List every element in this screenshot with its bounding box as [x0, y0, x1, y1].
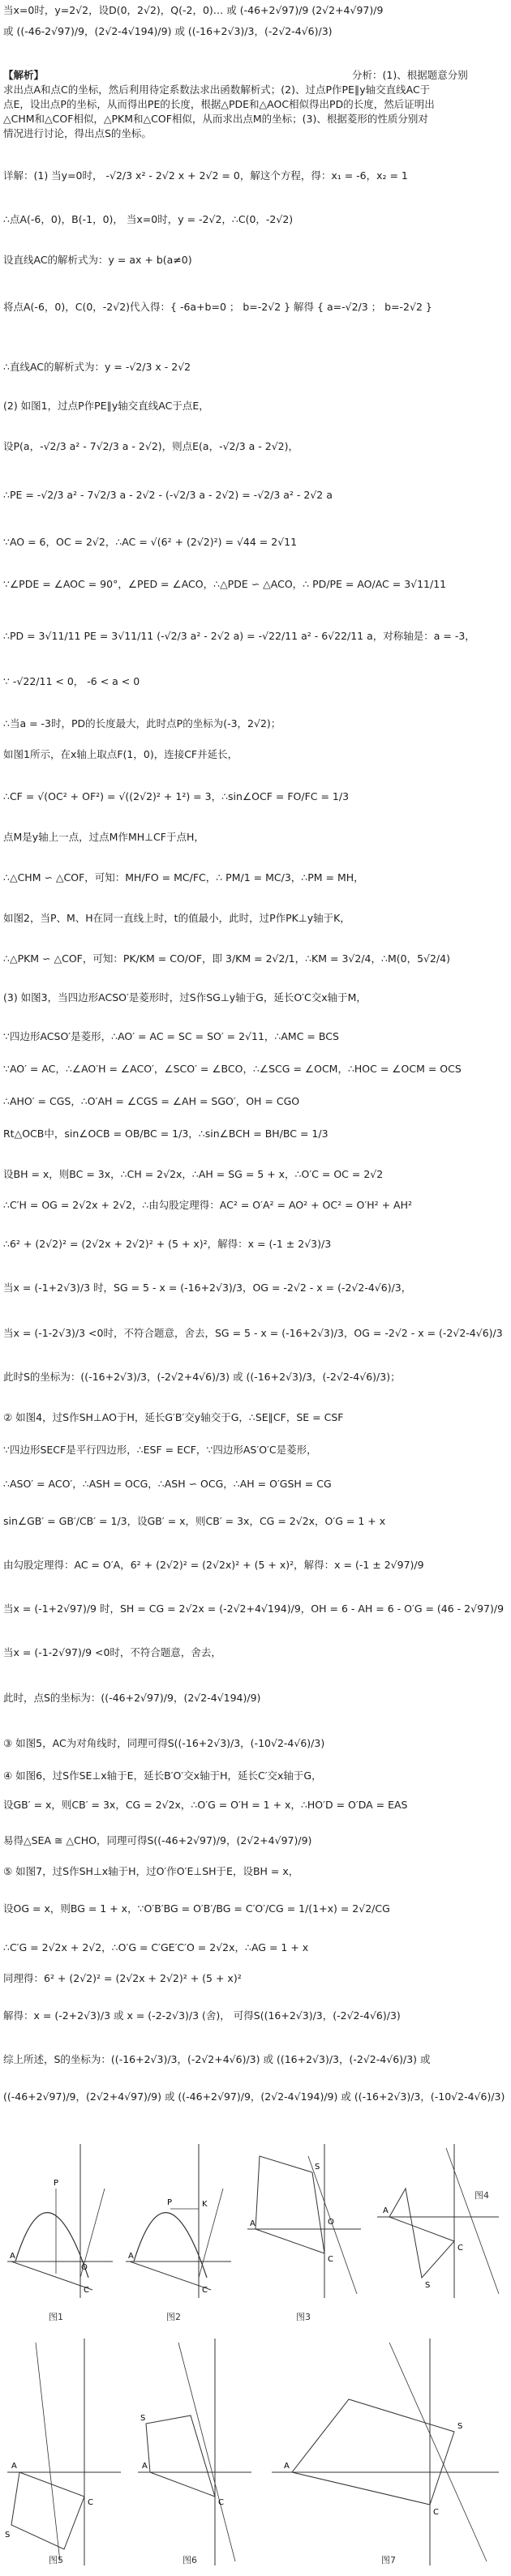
solution-line-14: 如图1所示，在x轴上取点F(1，0)，连接CF并延长，: [3, 748, 238, 760]
parabola: [15, 2213, 88, 2278]
figure-6: [134, 2334, 256, 2570]
figure-4-caption: 图4: [474, 2190, 489, 2201]
solution-line-24: Rt△OCB中，sin∠OCB = OB/BC = 1/3，∴sin∠BCH = BH/BC = 1/3: [3, 1128, 328, 1140]
label-s: S: [5, 2531, 11, 2540]
solution-line-9: ∵AO = 6，OC = 2√2，∴AC = √(6² + (2√2)²) = √44 = 2√11: [3, 536, 298, 548]
solution-line-39: ③ 如图5，AC为对角线时，同理可得S((-16+2√3)/3，(-10√2-4√6)/3): [3, 1737, 325, 1749]
header-line-2: 或 ((-46-2√97)/9，(2√2-4√194)/9) 或 ((-16+2√3)/3，(-2√2-4√6)/3): [3, 25, 333, 37]
label-a: A: [284, 2462, 290, 2471]
label-a: A: [11, 2462, 17, 2471]
solution-line-47: 解得：x = (-2+2√3)/3 或 x = (-2-2√3)/3 (舍)， 可得S((16+2√3)/3，(-2√2-4√6)/3): [3, 2009, 401, 2022]
solution-line-29: 当x = (-1-2√3)/3 <0时，不符合题意，舍去，SG = 5 - x = (-16+2√3)/3，OG = -2√2 - x = (-2√2-4√6)/3: [3, 1327, 503, 1339]
label-a: A: [250, 2219, 256, 2228]
analysis-body-4: 情况进行讨论，得出点S的坐标。: [3, 127, 152, 139]
solution-line-23: ∴AHO′ = CGS，∴O′AH = ∠CGS = ∠AH = SGO′，OH = CGO: [3, 1095, 300, 1107]
label-a: A: [128, 2252, 134, 2261]
solution-line-7: 设P(a，-√2/3 a² - 7√2/3 a - 2√2)，则点E(a，-√2/3 a - 2√2)，: [3, 440, 299, 452]
solution-line-44: 设OG = x，则BG = 1 + x，∵O′B′BG = O′B′/BG = C′O′/CG = 1/(1+x) = 2√2/CG: [3, 1902, 390, 1915]
solution-line-11: ∴PD = 3√11/11 PE = 3√11/11 (-√2/3 a² - 2√2 a) = -√22/11 a² - 6√22/11 a，对称轴是：a = -3，: [3, 630, 475, 642]
solution-line-16: 点M是y轴上一点，过点M作MH⊥CF于点H，: [3, 831, 204, 843]
solution-line-18: 如图2，当P、M、H在同一直线上时，t的值最小，此时，过P作PK⊥y轴于K，: [3, 912, 350, 924]
solution-line-34: sin∠GB′ = GB′/CB′ = 1/3，设GB′ = x，则CB′ = 3x，CG = 2√2x，O′G = 1 + x: [3, 1515, 386, 1527]
solution-line-37: 当x = (-1-2√97)/9 <0时，不符合题意，舍去，: [3, 1646, 221, 1658]
header-line-1: 当x=0时，y=2√2，设D(0，2√2)，Q(-2，0)… 或 (-46+2√97)/9 (2√2+4√97)/9: [3, 4, 384, 16]
label-o: O: [328, 2218, 334, 2227]
solution-line-21: ∵四边形ACSO′是菱形，∴AO′ = AC = SC = SO′ = 2√11，∴AMC = BCS: [3, 1030, 339, 1042]
solution-line-22: ∵AO′ = AC，∴∠AO′H = ∠ACO′，∠SCO′ = ∠BCO，∴∠SCG = ∠OCM，∴HOC = ∠OCM = OCS: [3, 1063, 462, 1075]
label-c: C: [84, 2286, 89, 2295]
label-s: S: [140, 2414, 146, 2423]
solution-line-10: ∵∠PDE = ∠AOC = 90°，∠PED = ∠ACO，∴△PDE ∽ △ACO，∴ PD/PE = AO/AC = 3√11/11: [3, 578, 447, 590]
rhombus: [389, 2189, 454, 2278]
solution-line-6: (2) 如图1，过点P作PE∥y轴交直线AC于点E，: [3, 400, 209, 412]
analysis-heading: [3, 68, 506, 83]
label-s: S: [425, 2281, 431, 2290]
solution-line-49: ((-46+2√97)/9，(2√2+4√97)/9) 或 ((-46+2√97)/9，(2√2-4√194)/9) 或 ((-16+2√3)/3，(-10√2-4√6)/3): [3, 2090, 505, 2103]
label-k: K: [202, 2200, 208, 2209]
segment-line: [389, 2343, 487, 2561]
solution-line-40: ④ 如图6，过S作SE⊥x轴于E，延长B′O′交x轴于H，延长C′交x轴于G，: [3, 1769, 322, 1782]
label-p: P: [167, 2198, 173, 2207]
figure-7-caption: 图7: [381, 2555, 396, 2565]
solution-line-27: ∴6² + (2√2)² = (2√2x + 2√2)² + (5 + x)²，解得：x = (-1 ± 2√3)/3: [3, 1238, 332, 1250]
segment-line: [178, 2343, 235, 2561]
solution-line-25: 设BH = x，则BC = 3x，∴CH = 2√2x，∴AH = SG = 5 + x，∴O′C = OC = 2√2: [3, 1168, 384, 1180]
figure-6-caption: 图6: [182, 2555, 197, 2565]
solution-line-45: ∴C′G = 2√2x + 2√2，∴O′G = C′GE′C′O = 2√2x，∴AG = 1 + x: [3, 1941, 309, 1953]
label-c: C: [457, 2244, 463, 2253]
analysis-body-3: △CHM和△COF相似，△PKM和△COF相似，从而求出点M的坐标；(3)、根据菱形的性质分别对: [3, 113, 428, 125]
analysis-tag: 【解析】: [3, 69, 45, 81]
figure-1: [3, 2140, 117, 2302]
solution-line-43: ⑤ 如图7，过S作SH⊥x轴于H，过O′作O′E⊥SH于E，设BH = x，: [3, 1865, 299, 1877]
analysis-body-1: 求出点A和点C的坐标，然后利用待定系数法求出函数解析式；(2)、过点P作PE∥y轴交直线AC于: [3, 83, 431, 96]
solution-line-36: 当x = (-1+2√97)/9 时，SH = CG = 2√2x = (-2√2+4√194)/9，OH = 6 - AH = 6 - O′G = (46 - 2√97)/9: [3, 1603, 505, 1615]
figure-4: [373, 2140, 503, 2302]
figure-5-caption: 图5: [49, 2555, 63, 2565]
label-a: A: [383, 2206, 389, 2215]
solution-line-3: 设直线AC的解析式为：y = ax + b(a≠0): [3, 254, 192, 266]
label-c: C: [202, 2286, 208, 2295]
solution-line-32: ∵四边形SECF是平行四边形，∴ESF = ECF，∵四边形AS′O′C是菱形，: [3, 1444, 317, 1456]
figure-3: [243, 2140, 365, 2302]
solution-line-15: ∴CF = √(OC² + OF²) = √((2√2)² + 1²) = 3，∴sin∠OCF = FO/FC = 1/3: [3, 790, 350, 802]
rhombus: [146, 2416, 215, 2497]
solution-line-42: 易得△SEA ≅ △CHO，同理可得S((-46+2√97)/9，(2√2+4√97)/9): [3, 1834, 312, 1846]
solution-line-30: 此时S的坐标为：((-16+2√3)/3，(-2√2+4√6)/3) 或 ((-16+2√3)/3，(-2√2-4√6)/3)；: [3, 1371, 401, 1383]
solution-line-41: 设GB′ = x，则CB′ = 3x，CG = 2√2x，∴O′G = O′H = 1 + x，∴HO′D = O′DA = EAS: [3, 1799, 408, 1811]
figure-3-caption: 图3: [296, 2312, 311, 2322]
figure-1-caption: 图1: [49, 2312, 63, 2322]
label-p: P: [54, 2179, 59, 2188]
solution-line-35: 由勾股定理得：AC = O′A，6² + (2√2)² = (2√2x)² + (5 + x)²，解得：x = (-1 ± 2√97)/9: [3, 1559, 424, 1571]
label-o: O: [81, 2263, 88, 2272]
parabola: [134, 2213, 207, 2278]
solution-line-38: 此时，点S的坐标为：((-46+2√97)/9，(2√2-4√194)/9): [3, 1692, 261, 1704]
label-s: S: [315, 2163, 320, 2172]
solution-line-31: ② 如图4，过S作SH⊥AO于H，延长G′B′交y轴交于G，∴SE∥CF，SE = CSF: [3, 1411, 344, 1423]
solution-line-5: ∴直线AC的解析式为：y = -√2/3 x - 2√2: [3, 361, 191, 373]
solution-line-46: 同理得：6² + (2√2)² = (2√2x + 2√2)² + (5 + x)²: [3, 1972, 242, 1984]
rhombus: [11, 2472, 84, 2549]
solution-line-48: 综上所述，S的坐标为：((-16+2√3)/3，(-2√2+4√6)/3) 或 ((16+2√3)/3，(-2√2-4√6)/3) 或: [3, 2053, 431, 2065]
figure-7: [268, 2334, 503, 2570]
segment-line: [36, 2343, 60, 2561]
solution-line-2: ∴点A(-6，0)，B(-1，0)， 当x=0时，y = -2√2，∴C(0，-2√2): [3, 213, 294, 225]
figure-2-caption: 图2: [166, 2312, 181, 2322]
figure-2: [122, 2140, 235, 2302]
label-a: A: [142, 2462, 148, 2471]
solution-line-13: ∴当a = -3时，PD的长度最大，此时点P的坐标为(-3，2√2)；: [3, 717, 281, 730]
analysis-right: 分析：(1)、根据题意分别: [352, 69, 468, 81]
solution-line-19: ∴△PKM ∽ △COF，可知：PK/KM = CO/OF，即 3/KM = 2√2/1，∴KM = 3√2/4，∴M(0，5√2/4): [3, 952, 450, 965]
label-c: C: [433, 2508, 439, 2517]
label-c: C: [328, 2255, 333, 2264]
label-a: A: [10, 2252, 15, 2261]
solution-line-33: ∴ASO′ = ACO′，∴ASH = OCG，∴ASH ∽ OCG，∴AH = O′GSH = CG: [3, 1478, 332, 1490]
figure-5: [3, 2334, 125, 2570]
solution-line-1: 详解：(1) 当y=0时， -√2/3 x² - 2√2 x + 2√2 = 0，解这个方程，得：x₁ = -6，x₂ = 1: [3, 169, 408, 182]
label-s: S: [457, 2422, 463, 2431]
solution-line-20: (3) 如图3，当四边形ACSO′是菱形时，过S作SG⊥y轴于G，延长O′C交x轴于M，: [3, 991, 367, 1003]
solution-line-12: ∵ -√22/11 < 0， -6 < a < 0: [3, 675, 140, 687]
label-c: C: [88, 2498, 93, 2507]
solution-line-28: 当x = (-1+2√3)/3 时，SG = 5 - x = (-16+2√3)/3，OG = -2√2 - x = (-2√2-4√6)/3，: [3, 1282, 412, 1294]
solution-line-8: ∴PE = -√2/3 a² - 7√2/3 a - 2√2 - (-√2/3 a - 2√2) = -√2/3 a² - 2√2 a: [3, 489, 333, 501]
solution-line-26: ∴C′H = OG = 2√2x + 2√2，∴由勾股定理得：AC² = O′A² = AO² + OC² = O′H² + AH²: [3, 1199, 413, 1211]
solution-line-4: 将点A(-6，0)，C(0，-2√2)代入得：{ -6a+b=0 ； b=-2√2 } 解得 { a=-√2/3 ； b=-2√2 }: [3, 301, 432, 313]
analysis-body-2: 点E，设出点P的坐标，从而得出PE的长度，根据△PDE和△AOC相似得出PD的长度，然后证明出: [3, 98, 435, 110]
label-c: C: [218, 2498, 224, 2507]
solution-line-17: ∴△CHM ∽ △COF，可知：MH/FO = MC/FC，∴ PM/1 = MC/3，∴PM = MH，: [3, 871, 364, 884]
